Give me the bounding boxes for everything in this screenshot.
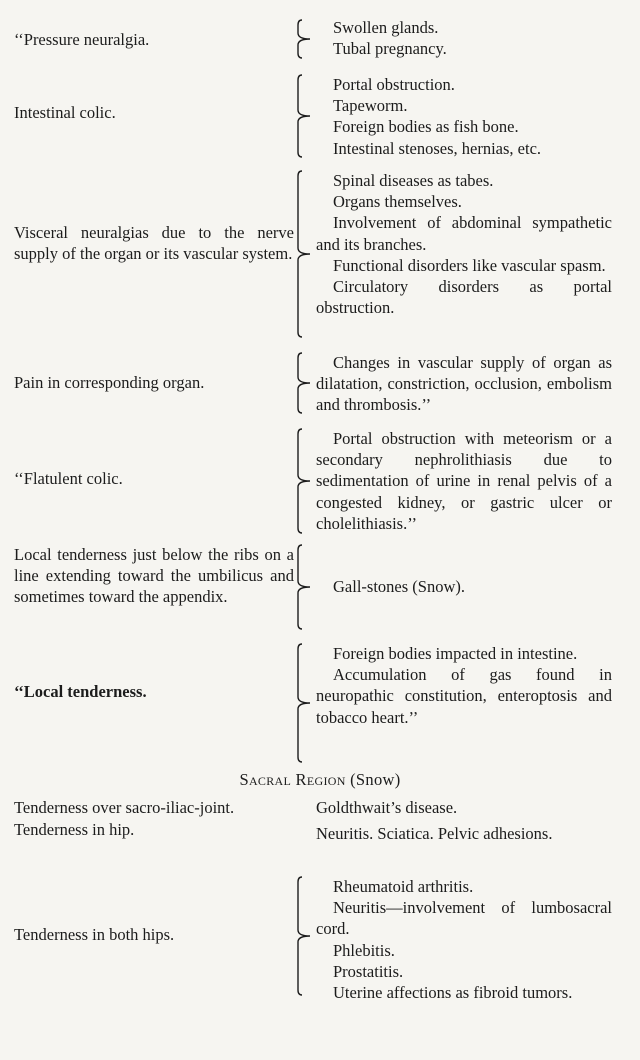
table-row — [0, 544, 640, 632]
brace-icon — [296, 352, 312, 414]
table-row — [0, 819, 640, 863]
brace-stroke — [298, 877, 310, 995]
brace-icon — [296, 74, 312, 158]
condition-label: Tenderness in both hips. — [14, 925, 175, 944]
cause-list: Portal obstruction with meteorism or a secondary nephrolithiasis due to sedimentation of urine in renal pelvis of a congested kidney, or gastric ulcer or cholelithiasis.’’ — [316, 429, 612, 533]
cause-list: Neuritis. Sciatica. Pelvic adhesions. — [316, 824, 553, 843]
cause-list: Swollen glands. Tubal pregnancy. — [333, 18, 447, 59]
cause-list: Foreign bodies impacted in intestine. Accumulation of gas found in neuropathic constitution, enteroptosis and tobacco heart.’’ — [316, 644, 612, 727]
table-row — [0, 74, 640, 160]
table-row — [0, 170, 640, 340]
table-row — [0, 352, 640, 416]
condition-label: ‘‘Pressure neuralgia. — [14, 30, 150, 49]
condition-label: Pain in corresponding organ. — [14, 373, 205, 392]
table-row — [0, 428, 640, 536]
condition-label: Intestinal colic. — [14, 103, 116, 122]
table-row — [0, 643, 640, 765]
condition-label: Tenderness over sacro-iliac-joint. — [14, 798, 235, 817]
condition-label: Tenderness in hip. — [14, 820, 135, 839]
table-row — [0, 797, 640, 819]
cause-list: Portal obstruction. Tapeworm. Foreign bodies as fish bone. Intestinal stenoses, hernias, etc. — [333, 75, 542, 158]
cause-list: Changes in vascular supply of organ as dilatation, constriction, occlusion, embolism and thrombosis.’’ — [316, 353, 612, 415]
brace-icon — [296, 428, 312, 534]
heading-title: Sacral Region — [239, 770, 346, 789]
condition-label: ‘‘Flatulent colic. — [14, 469, 123, 488]
cause-list: Spinal diseases as tabes. Organs themselves. Involvement of abdominal sympathetic and its branches. Functional disorders like vascular spasm. Circulatory disorders as portal obstruction. — [316, 171, 612, 318]
cause-list: Rheumatoid arthritis. Neuritis—involvement of lumbosacral cord. Phlebitis. Prostatitis. Uterine affections as fibroid tumors. — [316, 877, 612, 1003]
brace-stroke — [298, 545, 310, 629]
condition-label: ‘‘Local tenderness. — [14, 682, 147, 701]
brace-icon — [296, 170, 312, 338]
condition-label: Local tenderness just below the ribs on a line extending toward the umbilicus and sometimes toward the appendix. — [14, 545, 294, 606]
brace-stroke — [298, 171, 310, 337]
section-heading — [0, 770, 640, 790]
table-row — [0, 17, 640, 61]
brace-stroke — [298, 429, 310, 533]
brace-stroke — [298, 20, 310, 58]
cause-list: Gall-stones (Snow). — [333, 577, 465, 596]
brace-icon — [296, 19, 312, 59]
brace-stroke — [298, 353, 310, 413]
heading-source: (Snow) — [350, 770, 401, 789]
cause-list: Goldthwait’s disease. — [316, 798, 458, 817]
brace-icon — [296, 544, 312, 630]
brace-stroke — [298, 75, 310, 157]
condition-label: Visceral neuralgias due to the nerve supply of the organ or its vascular system. — [14, 223, 294, 263]
brace-icon — [296, 643, 312, 763]
table-row — [0, 876, 640, 1003]
brace-stroke — [298, 644, 310, 762]
brace-icon — [296, 876, 312, 996]
